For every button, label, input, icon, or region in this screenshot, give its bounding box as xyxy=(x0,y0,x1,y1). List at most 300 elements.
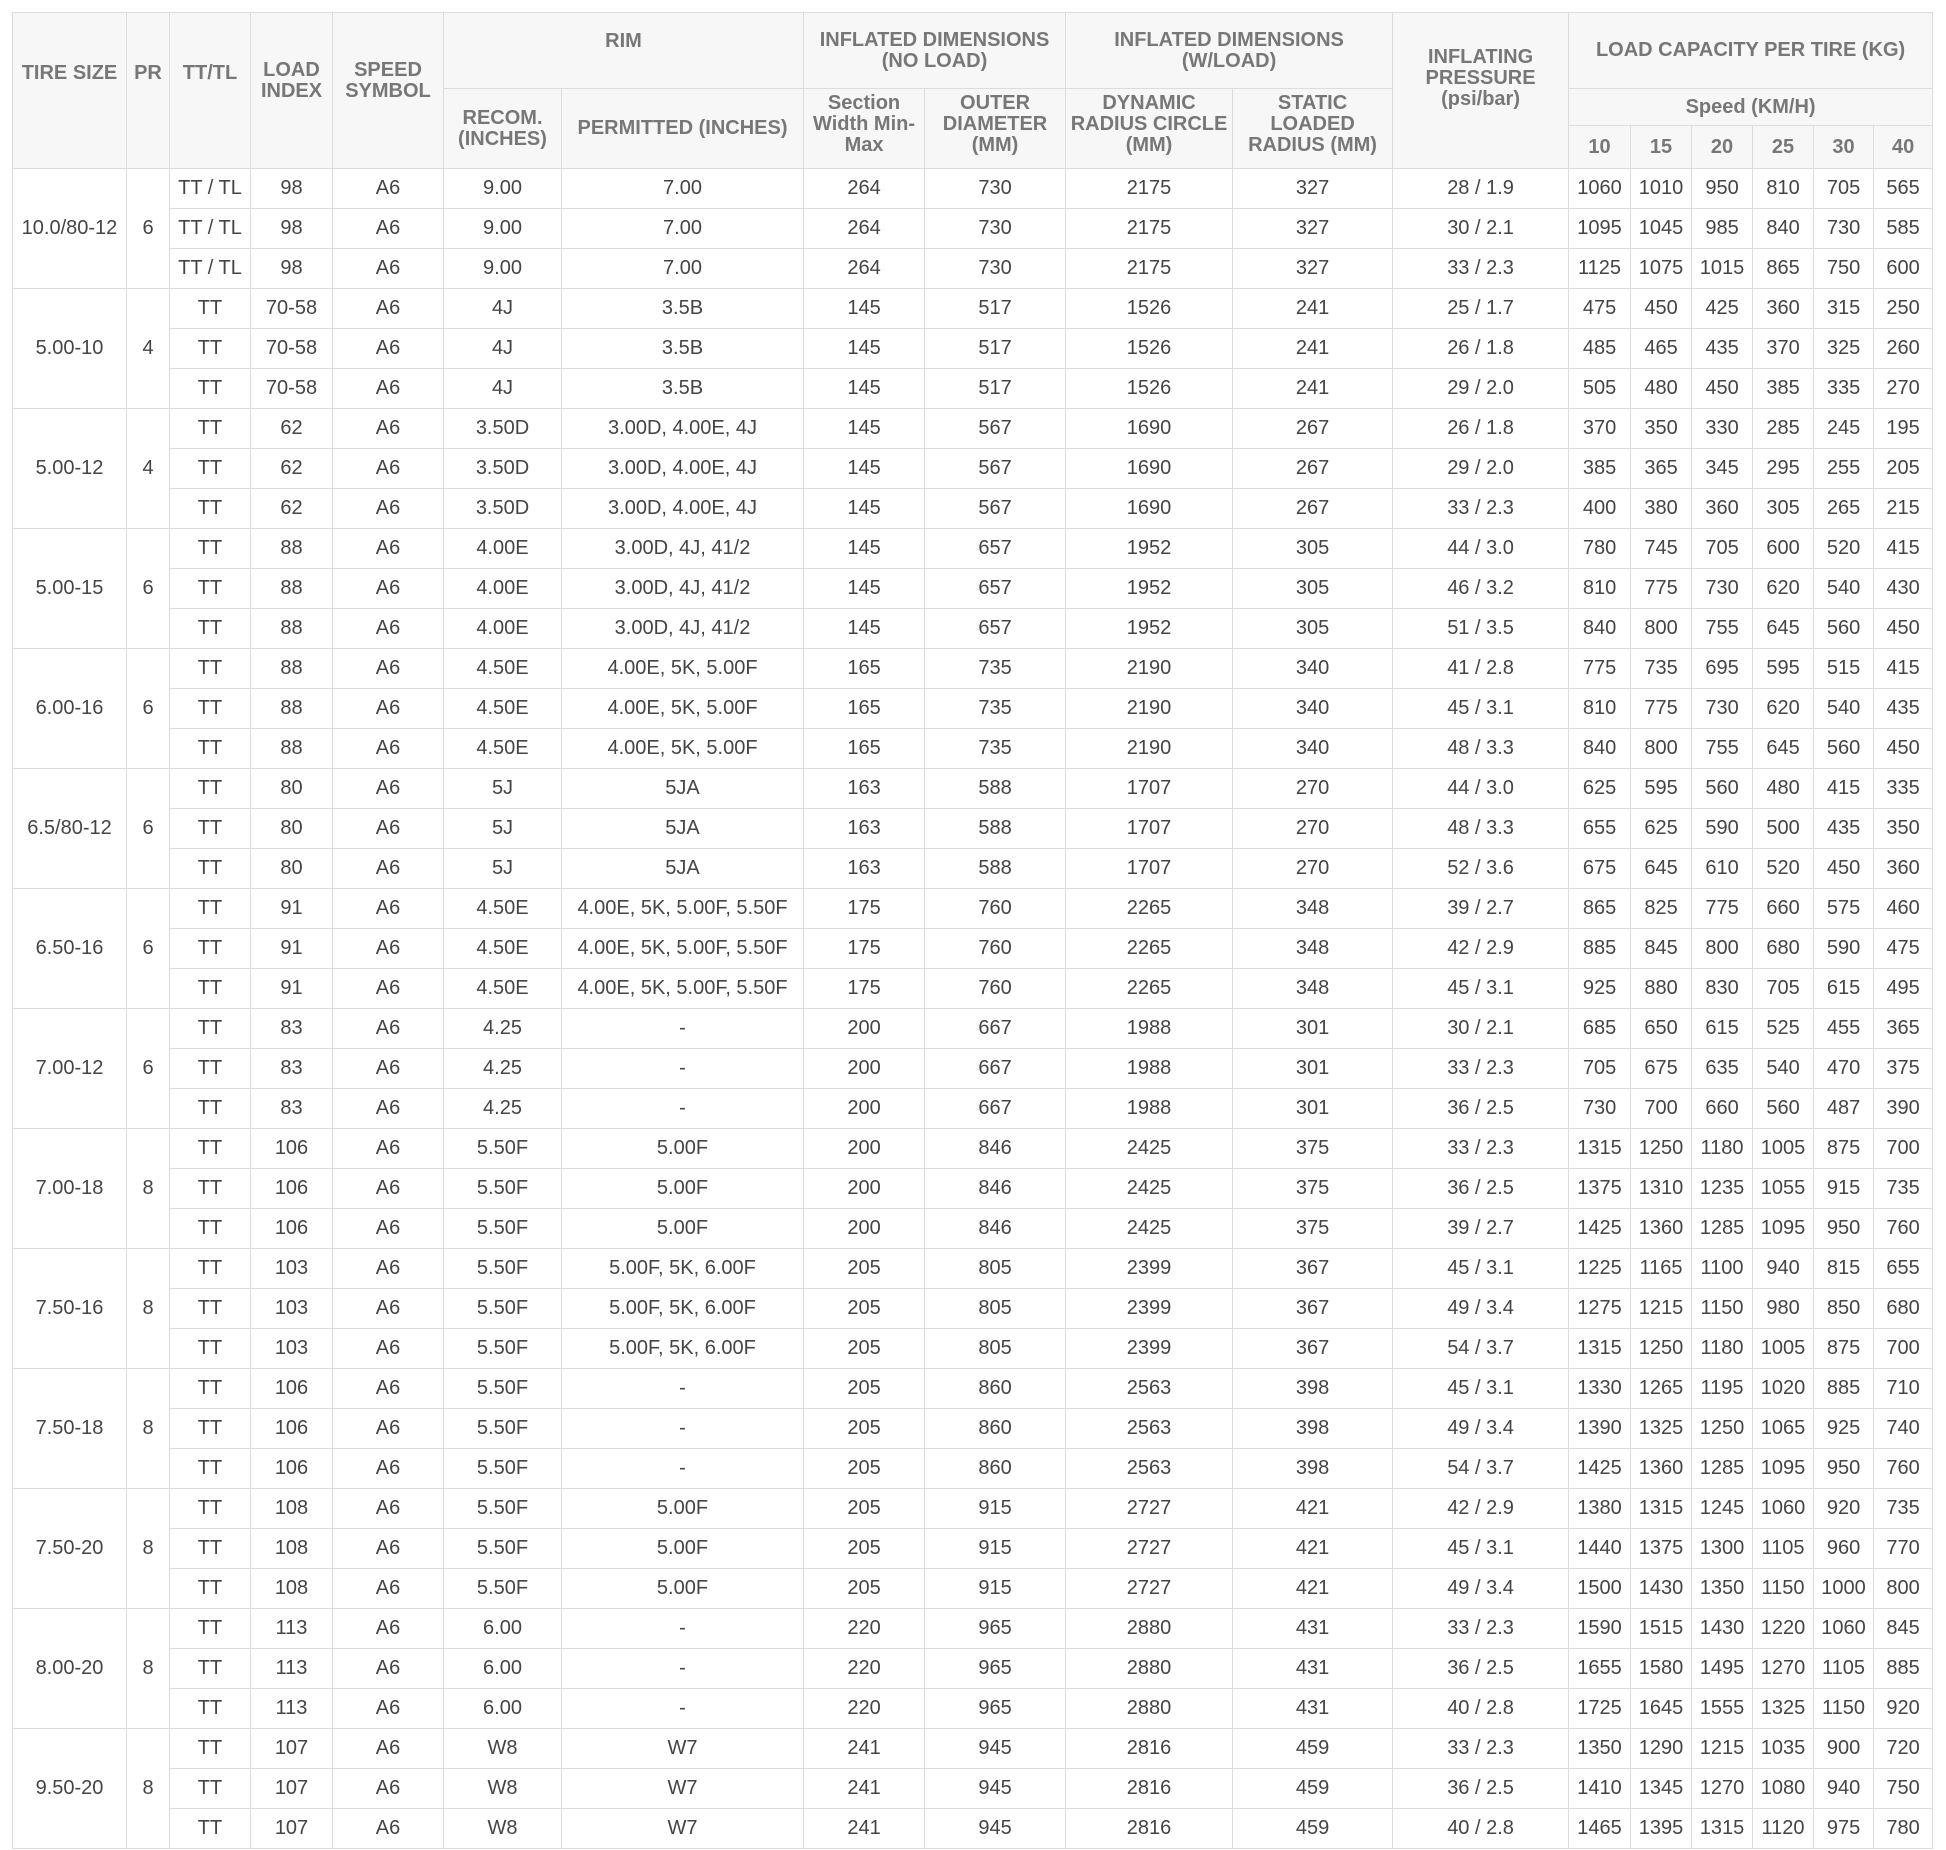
cell-tt-tl: TT xyxy=(170,1769,251,1809)
cell-static-radius: 267 xyxy=(1233,449,1393,489)
cell-section-width: 163 xyxy=(804,849,925,889)
table-row xyxy=(13,1049,1933,1089)
cell-load-30: 435 xyxy=(1814,809,1874,849)
cell-outer-diameter: 730 xyxy=(925,169,1066,209)
cell-outer-diameter: 965 xyxy=(925,1609,1066,1649)
table-row xyxy=(13,449,1933,489)
cell-load-40: 845 xyxy=(1874,1609,1933,1649)
cell-outer-diameter: 915 xyxy=(925,1569,1066,1609)
cell-load-index: 106 xyxy=(251,1369,333,1409)
cell-inflating-pressure: 54 / 3.7 xyxy=(1393,1329,1569,1369)
cell-static-radius: 375 xyxy=(1233,1169,1393,1209)
cell-outer-diameter: 517 xyxy=(925,289,1066,329)
cell-section-width: 145 xyxy=(804,569,925,609)
cell-load-10: 1375 xyxy=(1569,1169,1631,1209)
cell-load-30: 900 xyxy=(1814,1729,1874,1769)
cell-load-10: 1315 xyxy=(1569,1129,1631,1169)
cell-outer-diameter: 945 xyxy=(925,1729,1066,1769)
cell-load-15: 1265 xyxy=(1631,1369,1692,1409)
cell-load-20: 1100 xyxy=(1692,1249,1753,1289)
cell-speed-symbol: A6 xyxy=(333,689,444,729)
cell-speed-symbol: A6 xyxy=(333,369,444,409)
cell-load-index: 107 xyxy=(251,1769,333,1809)
cell-inflating-pressure: 45 / 3.1 xyxy=(1393,689,1569,729)
cell-rim-permitted: 3.00D, 4.00E, 4J xyxy=(562,449,804,489)
cell-static-radius: 431 xyxy=(1233,1649,1393,1689)
cell-rim-permitted: - xyxy=(562,1369,804,1409)
cell-load-15: 800 xyxy=(1631,609,1692,649)
cell-load-25: 980 xyxy=(1753,1289,1814,1329)
cell-load-15: 1360 xyxy=(1631,1209,1692,1249)
cell-load-10: 625 xyxy=(1569,769,1631,809)
cell-section-width: 200 xyxy=(804,1169,925,1209)
table-header xyxy=(13,13,1933,169)
cell-rim-recom: 4.50E xyxy=(444,689,562,729)
cell-load-15: 1645 xyxy=(1631,1689,1692,1729)
cell-tire-size: 8.00-20 xyxy=(13,1609,127,1729)
cell-rim-permitted: - xyxy=(562,1609,804,1649)
cell-load-40: 710 xyxy=(1874,1369,1933,1409)
cell-static-radius: 270 xyxy=(1233,769,1393,809)
cell-tt-tl: TT xyxy=(170,1449,251,1489)
cell-section-width: 200 xyxy=(804,1209,925,1249)
cell-static-radius: 375 xyxy=(1233,1129,1393,1169)
cell-load-30: 575 xyxy=(1814,889,1874,929)
cell-load-30: 590 xyxy=(1814,929,1874,969)
cell-load-index: 80 xyxy=(251,849,333,889)
cell-static-radius: 375 xyxy=(1233,1209,1393,1249)
cell-load-40: 460 xyxy=(1874,889,1933,929)
table-row xyxy=(13,1329,1933,1369)
cell-rim-permitted: 3.00D, 4.00E, 4J xyxy=(562,409,804,449)
cell-section-width: 241 xyxy=(804,1809,925,1849)
cell-dynamic-radius: 2265 xyxy=(1066,929,1233,969)
header-rim: RIM xyxy=(444,13,804,89)
cell-pr: 8 xyxy=(127,1249,170,1369)
cell-inflating-pressure: 44 / 3.0 xyxy=(1393,769,1569,809)
cell-load-40: 195 xyxy=(1874,409,1933,449)
cell-outer-diameter: 735 xyxy=(925,689,1066,729)
cell-speed-symbol: A6 xyxy=(333,1689,444,1729)
cell-load-index: 88 xyxy=(251,569,333,609)
cell-rim-permitted: 3.5B xyxy=(562,289,804,329)
cell-outer-diameter: 760 xyxy=(925,929,1066,969)
cell-load-index: 80 xyxy=(251,769,333,809)
cell-load-30: 455 xyxy=(1814,1009,1874,1049)
cell-load-index: 62 xyxy=(251,489,333,529)
cell-dynamic-radius: 2727 xyxy=(1066,1529,1233,1569)
cell-rim-permitted: - xyxy=(562,1009,804,1049)
cell-load-10: 485 xyxy=(1569,329,1631,369)
cell-dynamic-radius: 1988 xyxy=(1066,1089,1233,1129)
cell-rim-recom: 4.00E xyxy=(444,609,562,649)
table-row xyxy=(13,1449,1933,1489)
cell-inflating-pressure: 39 / 2.7 xyxy=(1393,889,1569,929)
cell-static-radius: 459 xyxy=(1233,1729,1393,1769)
cell-load-20: 1315 xyxy=(1692,1809,1753,1849)
cell-rim-permitted: 3.00D, 4J, 41/2 xyxy=(562,609,804,649)
cell-tt-tl: TT xyxy=(170,329,251,369)
cell-load-index: 113 xyxy=(251,1689,333,1729)
cell-rim-permitted: 3.00D, 4J, 41/2 xyxy=(562,529,804,569)
cell-load-15: 645 xyxy=(1631,849,1692,889)
cell-load-25: 1055 xyxy=(1753,1169,1814,1209)
cell-load-index: 70-58 xyxy=(251,289,333,329)
table-row xyxy=(13,1649,1933,1689)
cell-load-index: 98 xyxy=(251,169,333,209)
table-row xyxy=(13,1209,1933,1249)
cell-load-40: 770 xyxy=(1874,1529,1933,1569)
cell-load-15: 1345 xyxy=(1631,1769,1692,1809)
cell-load-15: 465 xyxy=(1631,329,1692,369)
cell-section-width: 175 xyxy=(804,929,925,969)
cell-load-20: 830 xyxy=(1692,969,1753,1009)
cell-inflating-pressure: 52 / 3.6 xyxy=(1393,849,1569,889)
cell-static-radius: 241 xyxy=(1233,329,1393,369)
cell-rim-permitted: - xyxy=(562,1089,804,1129)
cell-static-radius: 270 xyxy=(1233,849,1393,889)
cell-speed-symbol: A6 xyxy=(333,1169,444,1209)
cell-load-40: 390 xyxy=(1874,1089,1933,1129)
table-row xyxy=(13,1609,1933,1649)
cell-section-width: 145 xyxy=(804,369,925,409)
header-tire-size: TIRE SIZE xyxy=(13,13,127,169)
cell-dynamic-radius: 2425 xyxy=(1066,1209,1233,1249)
cell-speed-symbol: A6 xyxy=(333,409,444,449)
cell-speed-symbol: A6 xyxy=(333,889,444,929)
cell-load-20: 635 xyxy=(1692,1049,1753,1089)
cell-inflating-pressure: 49 / 3.4 xyxy=(1393,1289,1569,1329)
cell-speed-symbol: A6 xyxy=(333,1809,444,1849)
cell-load-30: 940 xyxy=(1814,1769,1874,1809)
cell-rim-recom: 5.50F xyxy=(444,1369,562,1409)
header-load-capacity: LOAD CAPACITY PER TIRE (KG) xyxy=(1569,13,1933,89)
cell-rim-permitted: 3.00D, 4.00E, 4J xyxy=(562,489,804,529)
cell-speed-symbol: A6 xyxy=(333,969,444,1009)
cell-load-30: 915 xyxy=(1814,1169,1874,1209)
cell-rim-permitted: 4.00E, 5K, 5.00F, 5.50F xyxy=(562,969,804,1009)
cell-pr: 8 xyxy=(127,1729,170,1849)
cell-outer-diameter: 760 xyxy=(925,889,1066,929)
cell-outer-diameter: 805 xyxy=(925,1329,1066,1369)
cell-load-25: 865 xyxy=(1753,249,1814,289)
cell-load-20: 775 xyxy=(1692,889,1753,929)
cell-load-30: 960 xyxy=(1814,1529,1874,1569)
cell-section-width: 205 xyxy=(804,1569,925,1609)
cell-section-width: 200 xyxy=(804,1009,925,1049)
cell-load-10: 370 xyxy=(1569,409,1631,449)
cell-rim-recom: 4.25 xyxy=(444,1089,562,1129)
cell-load-20: 1285 xyxy=(1692,1449,1753,1489)
cell-load-20: 800 xyxy=(1692,929,1753,969)
cell-load-20: 1180 xyxy=(1692,1129,1753,1169)
cell-rim-recom: 3.50D xyxy=(444,409,562,449)
cell-load-30: 1150 xyxy=(1814,1689,1874,1729)
cell-speed-symbol: A6 xyxy=(333,249,444,289)
cell-load-25: 520 xyxy=(1753,849,1814,889)
cell-load-10: 1095 xyxy=(1569,209,1631,249)
cell-tt-tl: TT xyxy=(170,1289,251,1329)
cell-tt-tl: TT xyxy=(170,1009,251,1049)
cell-pr: 6 xyxy=(127,889,170,1009)
cell-static-radius: 398 xyxy=(1233,1369,1393,1409)
cell-load-index: 106 xyxy=(251,1169,333,1209)
cell-rim-recom: 5.50F xyxy=(444,1409,562,1449)
cell-inflating-pressure: 41 / 2.8 xyxy=(1393,649,1569,689)
cell-load-20: 695 xyxy=(1692,649,1753,689)
cell-static-radius: 367 xyxy=(1233,1289,1393,1329)
table-row xyxy=(13,769,1933,809)
cell-static-radius: 327 xyxy=(1233,169,1393,209)
cell-load-15: 1580 xyxy=(1631,1649,1692,1689)
cell-load-20: 705 xyxy=(1692,529,1753,569)
cell-outer-diameter: 667 xyxy=(925,1009,1066,1049)
header-rim-permitted: PERMITTED (INCHES) xyxy=(562,89,804,169)
cell-inflating-pressure: 39 / 2.7 xyxy=(1393,1209,1569,1249)
cell-load-40: 475 xyxy=(1874,929,1933,969)
cell-section-width: 163 xyxy=(804,769,925,809)
cell-rim-permitted: 5.00F, 5K, 6.00F xyxy=(562,1329,804,1369)
cell-tt-tl: TT xyxy=(170,1689,251,1729)
cell-section-width: 200 xyxy=(804,1089,925,1129)
cell-load-20: 660 xyxy=(1692,1089,1753,1129)
cell-load-15: 595 xyxy=(1631,769,1692,809)
cell-inflating-pressure: 33 / 2.3 xyxy=(1393,1129,1569,1169)
cell-rim-recom: 4J xyxy=(444,369,562,409)
cell-load-20: 1270 xyxy=(1692,1769,1753,1809)
cell-load-index: 70-58 xyxy=(251,369,333,409)
table-row xyxy=(13,329,1933,369)
cell-inflating-pressure: 51 / 3.5 xyxy=(1393,609,1569,649)
cell-load-20: 730 xyxy=(1692,569,1753,609)
cell-section-width: 200 xyxy=(804,1129,925,1169)
cell-speed-symbol: A6 xyxy=(333,1649,444,1689)
table-row xyxy=(13,1809,1933,1849)
cell-pr: 8 xyxy=(127,1609,170,1729)
cell-speed-symbol: A6 xyxy=(333,849,444,889)
cell-rim-permitted: 5.00F xyxy=(562,1209,804,1249)
cell-pr: 6 xyxy=(127,649,170,769)
table-row xyxy=(13,1729,1933,1769)
cell-tt-tl: TT xyxy=(170,1609,251,1649)
cell-rim-recom: 5.50F xyxy=(444,1249,562,1289)
cell-load-40: 215 xyxy=(1874,489,1933,529)
cell-load-15: 1325 xyxy=(1631,1409,1692,1449)
cell-rim-recom: 4.50E xyxy=(444,729,562,769)
cell-outer-diameter: 657 xyxy=(925,529,1066,569)
cell-rim-recom: W8 xyxy=(444,1729,562,1769)
cell-load-25: 645 xyxy=(1753,609,1814,649)
cell-dynamic-radius: 1952 xyxy=(1066,609,1233,649)
cell-load-25: 1005 xyxy=(1753,1329,1814,1369)
cell-inflating-pressure: 29 / 2.0 xyxy=(1393,449,1569,489)
cell-load-40: 655 xyxy=(1874,1249,1933,1289)
cell-load-10: 1315 xyxy=(1569,1329,1631,1369)
cell-load-25: 660 xyxy=(1753,889,1814,929)
cell-tt-tl: TT xyxy=(170,809,251,849)
cell-load-index: 106 xyxy=(251,1409,333,1449)
cell-dynamic-radius: 2727 xyxy=(1066,1569,1233,1609)
cell-static-radius: 398 xyxy=(1233,1409,1393,1449)
cell-load-index: 98 xyxy=(251,249,333,289)
cell-load-20: 1195 xyxy=(1692,1369,1753,1409)
cell-load-40: 495 xyxy=(1874,969,1933,1009)
cell-load-20: 560 xyxy=(1692,769,1753,809)
cell-load-30: 950 xyxy=(1814,1449,1874,1489)
cell-load-25: 1325 xyxy=(1753,1689,1814,1729)
cell-static-radius: 421 xyxy=(1233,1489,1393,1529)
cell-section-width: 220 xyxy=(804,1649,925,1689)
cell-section-width: 205 xyxy=(804,1529,925,1569)
cell-section-width: 165 xyxy=(804,729,925,769)
cell-load-40: 920 xyxy=(1874,1689,1933,1729)
cell-load-10: 675 xyxy=(1569,849,1631,889)
cell-inflating-pressure: 40 / 2.8 xyxy=(1393,1689,1569,1729)
cell-load-20: 755 xyxy=(1692,729,1753,769)
cell-static-radius: 348 xyxy=(1233,929,1393,969)
cell-static-radius: 305 xyxy=(1233,569,1393,609)
cell-tt-tl: TT xyxy=(170,1249,251,1289)
cell-dynamic-radius: 1690 xyxy=(1066,409,1233,449)
table-row xyxy=(13,169,1933,209)
cell-static-radius: 459 xyxy=(1233,1809,1393,1849)
cell-section-width: 220 xyxy=(804,1609,925,1649)
cell-tt-tl: TT xyxy=(170,409,251,449)
cell-section-width: 145 xyxy=(804,609,925,649)
cell-speed-symbol: A6 xyxy=(333,489,444,529)
cell-load-30: 950 xyxy=(1814,1209,1874,1249)
cell-outer-diameter: 846 xyxy=(925,1129,1066,1169)
cell-static-radius: 459 xyxy=(1233,1769,1393,1809)
cell-load-10: 730 xyxy=(1569,1089,1631,1129)
cell-static-radius: 241 xyxy=(1233,369,1393,409)
cell-load-index: 83 xyxy=(251,1009,333,1049)
cell-inflating-pressure: 45 / 3.1 xyxy=(1393,1249,1569,1289)
cell-load-index: 108 xyxy=(251,1489,333,1529)
cell-load-40: 435 xyxy=(1874,689,1933,729)
cell-rim-permitted: - xyxy=(562,1689,804,1729)
cell-rim-permitted: 4.00E, 5K, 5.00F xyxy=(562,649,804,689)
cell-section-width: 163 xyxy=(804,809,925,849)
cell-load-index: 103 xyxy=(251,1289,333,1329)
table-row xyxy=(13,1409,1933,1449)
header-speed-symbol: SPEED SYMBOL xyxy=(333,13,444,169)
cell-load-25: 810 xyxy=(1753,169,1814,209)
cell-load-25: 1060 xyxy=(1753,1489,1814,1529)
cell-load-40: 760 xyxy=(1874,1449,1933,1489)
cell-dynamic-radius: 2175 xyxy=(1066,209,1233,249)
cell-pr: 4 xyxy=(127,409,170,529)
cell-load-25: 1095 xyxy=(1753,1449,1814,1489)
cell-load-15: 480 xyxy=(1631,369,1692,409)
cell-tt-tl: TT xyxy=(170,1569,251,1609)
cell-load-40: 585 xyxy=(1874,209,1933,249)
cell-load-index: 88 xyxy=(251,649,333,689)
cell-outer-diameter: 730 xyxy=(925,249,1066,289)
cell-inflating-pressure: 48 / 3.3 xyxy=(1393,809,1569,849)
cell-inflating-pressure: 26 / 1.8 xyxy=(1393,409,1569,449)
cell-dynamic-radius: 2425 xyxy=(1066,1169,1233,1209)
cell-speed-symbol: A6 xyxy=(333,1409,444,1449)
cell-outer-diameter: 805 xyxy=(925,1289,1066,1329)
cell-rim-permitted: 4.00E, 5K, 5.00F, 5.50F xyxy=(562,929,804,969)
cell-dynamic-radius: 2265 xyxy=(1066,889,1233,929)
cell-load-15: 1395 xyxy=(1631,1809,1692,1849)
table-row xyxy=(13,889,1933,929)
cell-tire-size: 5.00-10 xyxy=(13,289,127,409)
cell-load-20: 1350 xyxy=(1692,1569,1753,1609)
cell-rim-recom: 4.50E xyxy=(444,649,562,689)
table-row xyxy=(13,529,1933,569)
cell-load-25: 1065 xyxy=(1753,1409,1814,1449)
cell-load-25: 1270 xyxy=(1753,1649,1814,1689)
cell-load-40: 800 xyxy=(1874,1569,1933,1609)
table-row xyxy=(13,289,1933,329)
cell-rim-recom: 6.00 xyxy=(444,1689,562,1729)
cell-outer-diameter: 945 xyxy=(925,1769,1066,1809)
cell-load-index: 113 xyxy=(251,1609,333,1649)
cell-load-index: 80 xyxy=(251,809,333,849)
cell-speed-symbol: A6 xyxy=(333,1329,444,1369)
table-row xyxy=(13,1169,1933,1209)
cell-load-index: 88 xyxy=(251,609,333,649)
cell-load-40: 700 xyxy=(1874,1129,1933,1169)
cell-load-index: 98 xyxy=(251,209,333,249)
cell-load-15: 1360 xyxy=(1631,1449,1692,1489)
cell-outer-diameter: 657 xyxy=(925,569,1066,609)
cell-load-10: 840 xyxy=(1569,729,1631,769)
cell-rim-permitted: W7 xyxy=(562,1809,804,1849)
cell-load-index: 91 xyxy=(251,929,333,969)
cell-rim-recom: W8 xyxy=(444,1769,562,1809)
cell-rim-permitted: 4.00E, 5K, 5.00F xyxy=(562,729,804,769)
cell-load-15: 845 xyxy=(1631,929,1692,969)
cell-rim-permitted: 4.00E, 5K, 5.00F xyxy=(562,689,804,729)
cell-inflating-pressure: 36 / 2.5 xyxy=(1393,1169,1569,1209)
cell-load-10: 780 xyxy=(1569,529,1631,569)
cell-load-index: 103 xyxy=(251,1329,333,1369)
cell-load-40: 365 xyxy=(1874,1009,1933,1049)
cell-load-10: 400 xyxy=(1569,489,1631,529)
cell-load-25: 600 xyxy=(1753,529,1814,569)
cell-outer-diameter: 846 xyxy=(925,1169,1066,1209)
cell-load-15: 775 xyxy=(1631,689,1692,729)
cell-rim-permitted: 5.00F xyxy=(562,1129,804,1169)
cell-load-30: 730 xyxy=(1814,209,1874,249)
cell-load-15: 365 xyxy=(1631,449,1692,489)
cell-inflating-pressure: 46 / 3.2 xyxy=(1393,569,1569,609)
cell-load-15: 1075 xyxy=(1631,249,1692,289)
cell-speed-symbol: A6 xyxy=(333,1489,444,1529)
cell-load-15: 1430 xyxy=(1631,1569,1692,1609)
cell-rim-recom: 4.50E xyxy=(444,929,562,969)
cell-inflating-pressure: 36 / 2.5 xyxy=(1393,1649,1569,1689)
cell-tt-tl: TT xyxy=(170,889,251,929)
cell-load-20: 1555 xyxy=(1692,1689,1753,1729)
cell-load-30: 335 xyxy=(1814,369,1874,409)
cell-dynamic-radius: 1707 xyxy=(1066,769,1233,809)
cell-rim-recom: 3.50D xyxy=(444,449,562,489)
cell-load-10: 705 xyxy=(1569,1049,1631,1089)
cell-load-index: 88 xyxy=(251,729,333,769)
cell-load-20: 615 xyxy=(1692,1009,1753,1049)
cell-rim-recom: 3.50D xyxy=(444,489,562,529)
cell-load-25: 840 xyxy=(1753,209,1814,249)
cell-static-radius: 301 xyxy=(1233,1089,1393,1129)
cell-outer-diameter: 567 xyxy=(925,449,1066,489)
cell-load-20: 1250 xyxy=(1692,1409,1753,1449)
cell-load-30: 920 xyxy=(1814,1489,1874,1529)
